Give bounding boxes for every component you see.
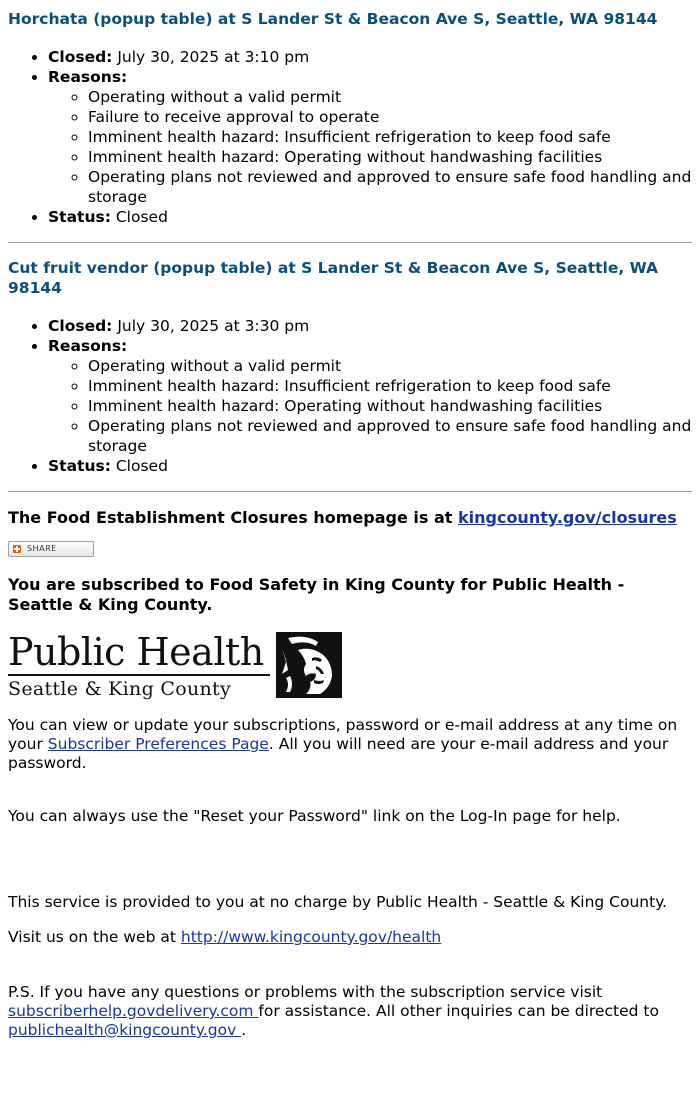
logo-main-text: Public Health [8, 630, 264, 674]
reason-item: ◦ Failure to receive approval to operate [88, 107, 692, 127]
closed-label: Closed: [48, 317, 113, 335]
share-button[interactable] [8, 541, 94, 557]
closed-value: July 30, 2025 at 3:30 pm [117, 317, 310, 335]
publichealth-email-link[interactable]: publichealth@kingcounty.gov [8, 1021, 242, 1039]
logo-text [8, 632, 270, 700]
status-item [48, 456, 692, 476]
public-health-face-icon [276, 632, 342, 698]
reason-item: ◦ Imminent health hazard: Insufficient refrigeration to keep food safe [88, 127, 692, 147]
reset-password-paragraph: You can always use the "Reset your Password" link on the Log-In page for help. [8, 807, 621, 825]
reason-item: ◦ Operating plans not reviewed and approved to ensure safe food handling and storage [88, 416, 692, 456]
preferences-paragraph [8, 716, 692, 773]
reason-item: ◦ Operating without a valid permit [88, 87, 692, 107]
status-value: Closed [115, 208, 168, 226]
status-item [48, 207, 692, 227]
reason-item: ◦ Imminent health hazard: Operating without handwashing facilities [88, 147, 692, 167]
visit-paragraph [8, 928, 692, 947]
closure-notice [8, 0, 692, 227]
closure-details [8, 47, 692, 227]
divider [8, 491, 692, 492]
closure-title: Cut fruit vendor (popup table) at S Lander St & Beacon Ave S, Seattle, WA 98144 [8, 259, 659, 297]
logo-rule [8, 674, 270, 676]
reason-item: ◦ Operating plans not reviewed and approved to ensure safe food handling and storage [88, 167, 692, 207]
closed-item [48, 47, 692, 67]
reason-item: ◦ Imminent health hazard: Operating without handwashing facilities [88, 396, 692, 416]
public-health-logo [8, 632, 692, 700]
divider [8, 242, 692, 243]
closed-item [48, 316, 692, 336]
closed-value: July 30, 2025 at 3:10 pm [117, 48, 310, 66]
reasons-item [48, 336, 692, 456]
status-label: Status: [48, 457, 111, 475]
subscription-notice: You are subscribed to Food Safety in King County for Public Health - Seattle & King County. [8, 575, 625, 614]
closure-notice [8, 258, 692, 476]
homepage-text: The Food Establishment Closures homepage is at [8, 508, 458, 527]
share-plus-icon [13, 545, 21, 553]
status-label: Status: [48, 208, 111, 226]
kingcounty-health-link[interactable]: http://www.kingcounty.gov/health [180, 928, 442, 946]
subscriber-preferences-link[interactable]: Subscriber Preferences Page [47, 735, 269, 753]
share-label: SHARE [27, 544, 57, 553]
reasons-label: Reasons: [48, 68, 128, 86]
closure-title: Horchata (popup table) at S Lander St & Beacon Ave S, Seattle, WA 98144 [8, 10, 658, 28]
status-value: Closed [115, 457, 168, 475]
closures-homepage-line [8, 507, 692, 529]
subscriber-help-link[interactable]: subscriberhelp.govdelivery.com [8, 1002, 259, 1020]
reasons-list [48, 356, 692, 456]
ps-text-end: . [241, 1021, 247, 1039]
reasons-item [48, 67, 692, 207]
preferences-text-after: . All you will need are your e-mail address and your password. [8, 735, 669, 772]
closures-homepage-link[interactable]: kingcounty.gov/closures [457, 508, 677, 527]
logo-sub-text: Seattle & King County [8, 678, 231, 700]
reasons-label: Reasons: [48, 337, 128, 355]
visit-text: Visit us on the web at [8, 928, 181, 946]
reasons-list [48, 87, 692, 207]
ps-text: P.S. If you have any questions or problems with the subscription service visit [8, 983, 603, 1001]
ps-text-middle: for assistance. All other inquiries can be directed to [258, 1002, 659, 1020]
closed-label: Closed: [48, 48, 113, 66]
reason-item: ◦ Operating without a valid permit [88, 356, 692, 376]
ps-paragraph [8, 983, 692, 1040]
reason-item: ◦ Imminent health hazard: Insufficient refrigeration to keep food safe [88, 376, 692, 396]
service-paragraph: This service is provided to you at no charge by Public Health - Seattle & King County. [8, 893, 668, 911]
closure-details [8, 316, 692, 476]
preferences-text: You can view or update your subscriptions, password or e-mail address at any time on your [8, 716, 678, 753]
